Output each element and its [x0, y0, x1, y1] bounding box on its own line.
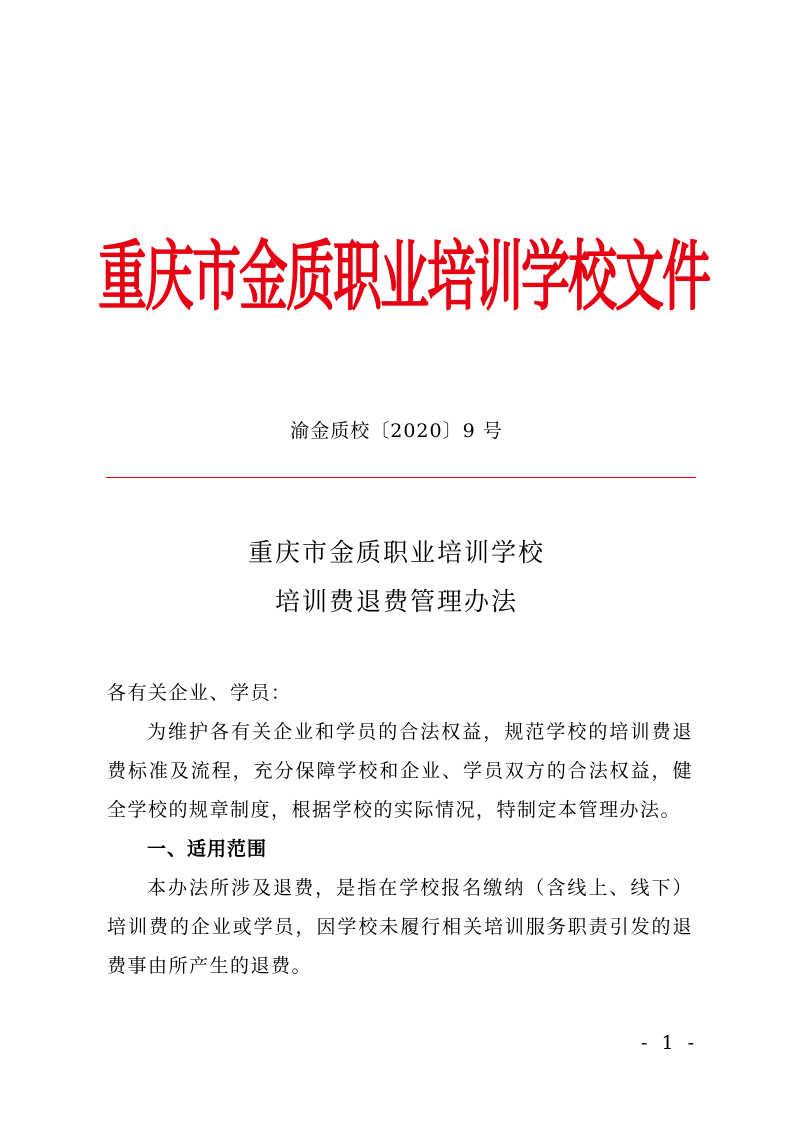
scope-paragraph: 本办法所涉及退费，是指在学校报名缴纳（含线上、线下）培训费的企业或学员，因学校未履行相关培训服务职责引发的退费事由所产生的退费。 [107, 877, 693, 977]
document-title-line-1: 重庆市金质职业培训学校 [247, 538, 545, 567]
red-masthead-title: 重庆市金质职业培训学校文件 [98, 233, 710, 322]
page-number: - 1 - [641, 1032, 699, 1054]
salutation: 各有关企业、学员： [107, 682, 292, 704]
document-number: 渝金质校〔2020〕9 号 [290, 420, 503, 442]
section-heading-scope: 一、适用范围 [147, 838, 268, 860]
intro-paragraph: 为维护各有关企业和学员的合法权益，规范学校的培训费退费标准及流程，充分保障学校和企业、学员双方的合法权益，健全学校的规章制度，根据学校的实际情况，特制定本管理办法。 [107, 721, 693, 821]
red-divider-line [106, 477, 696, 478]
document-title-line-2: 培训费退费管理办法 [274, 587, 518, 616]
